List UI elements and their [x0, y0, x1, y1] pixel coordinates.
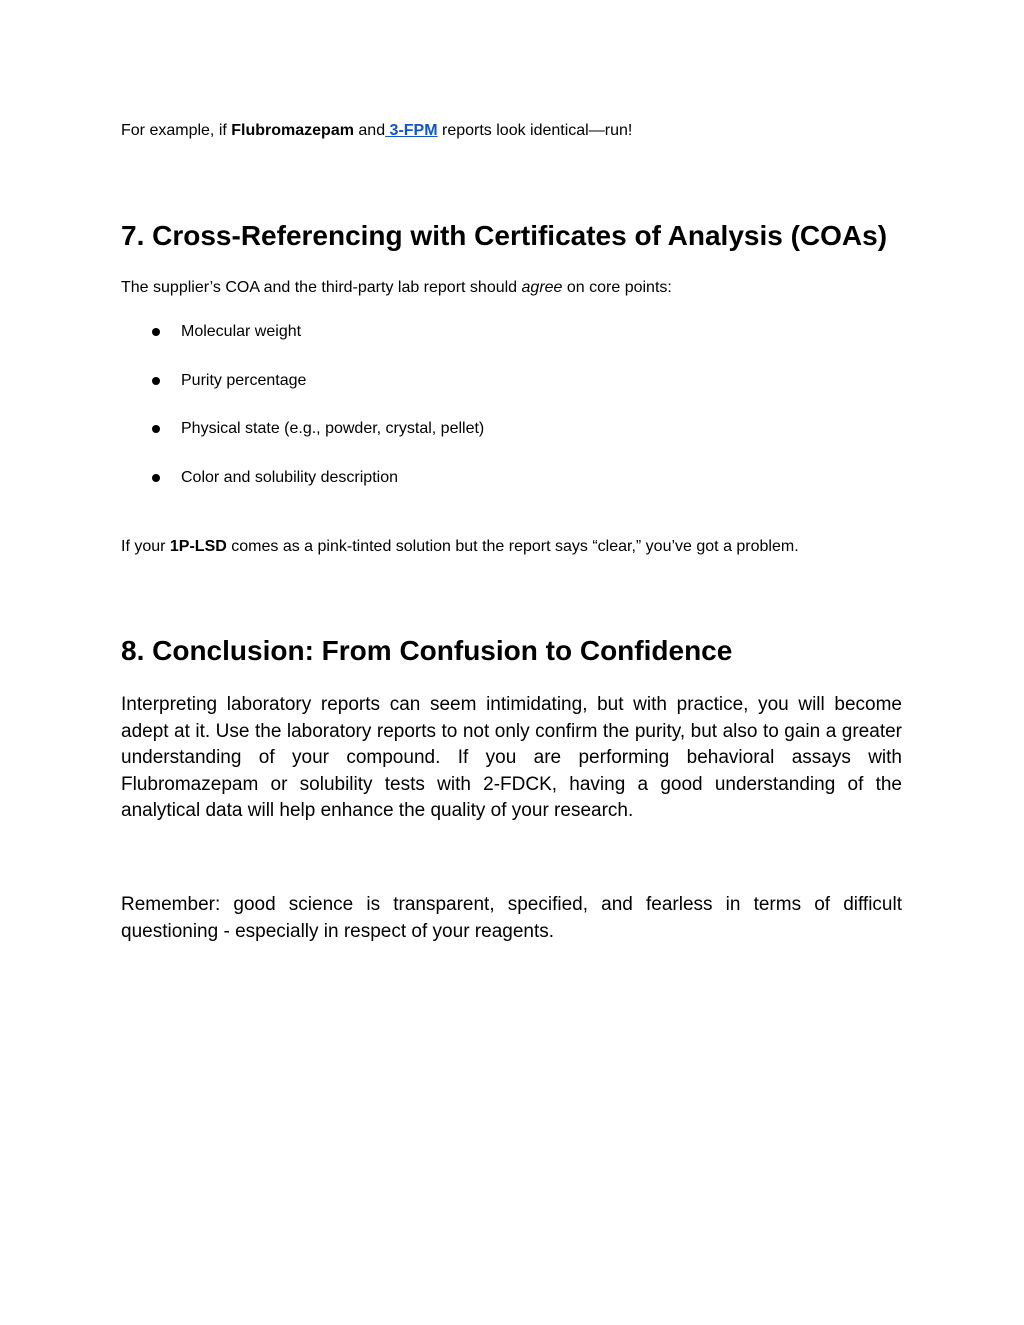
list-item	[121, 419, 901, 439]
list-item	[121, 371, 901, 391]
list-item-label: Color and solubility description	[181, 468, 398, 486]
coa-intro-prefix: The supplier’s COA and the third-party lab report should	[121, 279, 522, 296]
bullet-icon	[152, 377, 160, 385]
list-item	[121, 468, 901, 488]
list-item-label: Purity percentage	[181, 371, 307, 389]
bullet-icon	[152, 474, 160, 482]
lsd-note-prefix: If your	[121, 538, 170, 555]
coa-intro-italic: agree	[521, 279, 563, 296]
intro-prefix: For example, if	[121, 122, 232, 139]
coa-intro-line	[121, 278, 672, 298]
section-7-heading: 7. Cross-Referencing with Certificates of Analysis (COAs)	[121, 220, 888, 251]
intro-line	[121, 121, 632, 141]
list-item	[121, 322, 901, 342]
intro-middle: and	[353, 122, 386, 139]
section-8-heading: 8. Conclusion: From Confusion to Confidence	[121, 635, 733, 666]
bullet-icon	[152, 328, 160, 336]
lsd-note-line	[121, 537, 799, 557]
intro-suffix: reports look identical—run!	[437, 122, 633, 139]
remember-paragraph: Remember: good science is transparent, specified, and fearless in terms of difficult questioning - especially in respect of your reagents.	[121, 894, 902, 942]
intro-bold-compound: Flubromazepam	[231, 122, 354, 139]
lsd-note-bold: 1P-LSD	[169, 538, 227, 555]
list-item-label: Molecular weight	[181, 323, 302, 340]
list-item-label: Physical state (e.g., powder, crystal, pellet)	[181, 420, 485, 437]
coa-intro-suffix: on core points:	[562, 279, 672, 296]
bullet-icon	[152, 425, 160, 433]
3-fpm-link[interactable]: 3-FPM	[385, 122, 438, 139]
conclusion-paragraph: Interpreting laboratory reports can seem intimidating, but with practice, you will become adept at it. Use the laboratory reports to not only confirm the purity, but also to gain a greater understanding of your compound. If you are performing behavioral assays with Flubromazepam or solubility tests with 2-FDCK, having a good understanding of the analytical data will help enhance the quality of your research.	[121, 694, 902, 821]
lsd-note-suffix: comes as a pink-tinted solution but the report says “clear,” you’ve got a problem.	[226, 538, 799, 555]
coa-points-list	[121, 322, 901, 516]
